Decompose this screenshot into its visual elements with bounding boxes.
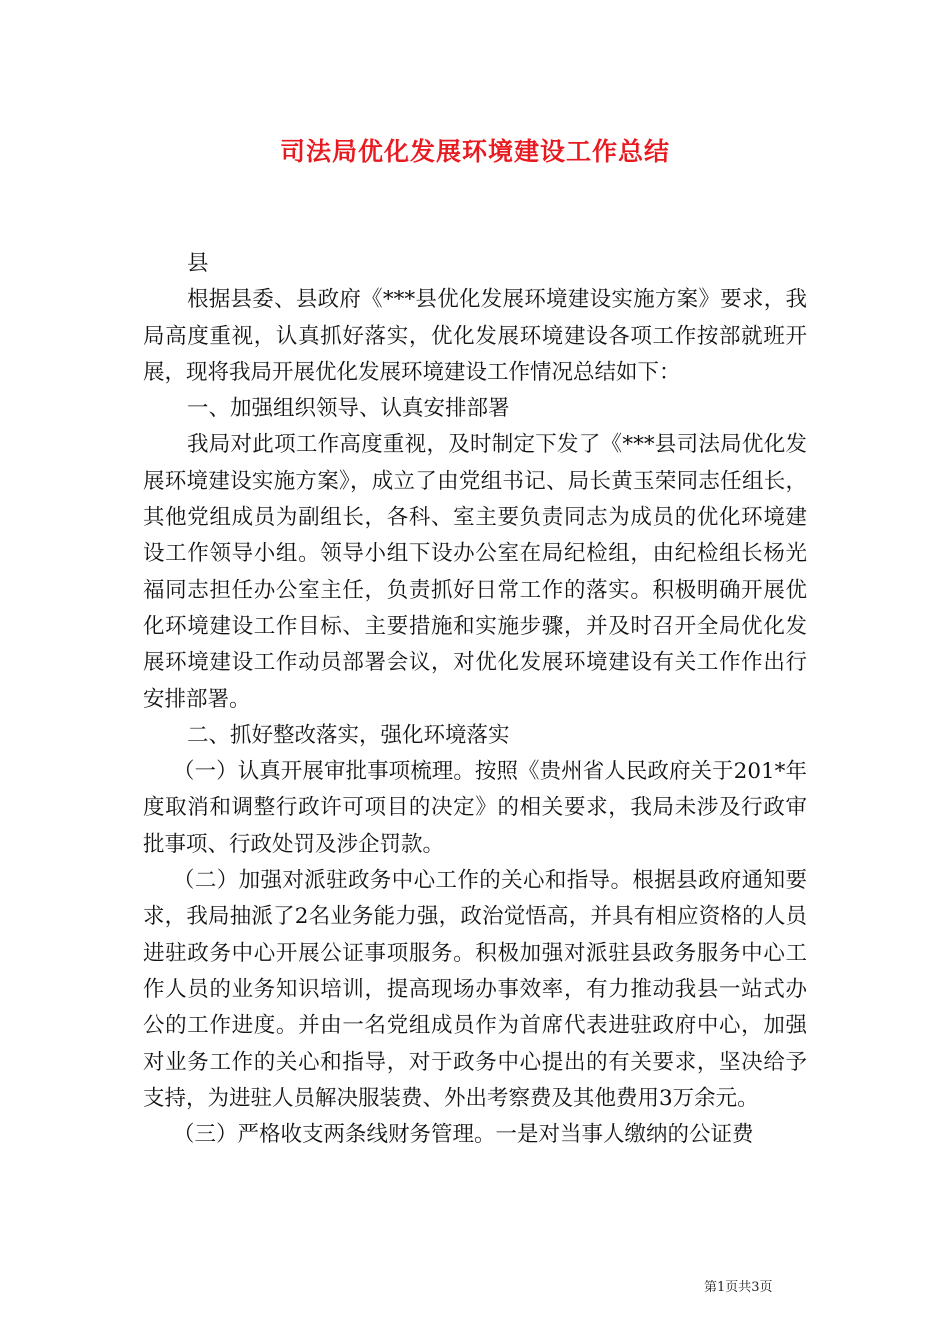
document-body [143,246,807,1153]
paragraph-subsection-2: （二）加强对派驻政务中心工作的关心和指导。根据县政府通知要求，我局抽派了2名业务能力强，政治觉悟高，并具有相应资格的人员进驻政务中心开展公证事项服务。积极加强对派驻县政务服务中心工作人员的业务知识培训，提高现场办事效率，有力推动我县一站式办公的工作进度。并由一名党组成员作为首席代表进驻政府中心，加强对业务工作的关心和指导，对于政务中心提出的有关要求，坚决给予支持，为进驻人员解决服装费、外出考察费及其他费用3万余元。 [143,868,807,1111]
paragraph-subsection-3: （三）严格收支两条线财务管理。一是对当事人缴纳的公证费 [173,1122,754,1148]
paragraph-salutation: 县 [187,251,209,276]
paragraph-section-1: 我局对此项工作高度重视，及时制定下发了《***县司法局优化发展环境建设实施方案》，成立了由党组书记、局长黄玉荣同志任组长，其他党组成员为副组长，各科、室主要负责同志为成员的优化环境建设工作领导小组。领导小组下设办公室在局纪检组，由纪检组长杨光福同志担任办公室主任，负责抓好日常工作的落实。积极明确开展优化环境建设工作目标、主要措施和实施步骤，并及时召开全局优化发展环境建设工作动员部署会议，对优化发展环境建设有关工作作出行安排部署。 [143,432,807,712]
page-number: 第1页共3页 [704,1280,773,1295]
paragraph-intro: 根据县委、县政府《***县优化发展环境建设实施方案》要求，我局高度重视，认真抓好落实，优化发展环境建设各项工作按部就班开展，现将我局开展优化发展环境建设工作情况总结如下： [143,287,807,385]
section-heading-2: 二、抓好整改落实，强化环境落实 [187,722,510,748]
section-heading-1: 一、加强组织领导、认真安排部署 [187,396,510,422]
document-title: 司法局优化发展环境建设工作总结 [279,137,670,166]
paragraph-subsection-1: （一）认真开展审批事项梳理。按照《贵州省人民政府关于201*年度取消和调整行政许可项目的决定》的相关要求，我局未涉及行政审批事项、行政处罚及涉企罚款。 [143,759,807,857]
